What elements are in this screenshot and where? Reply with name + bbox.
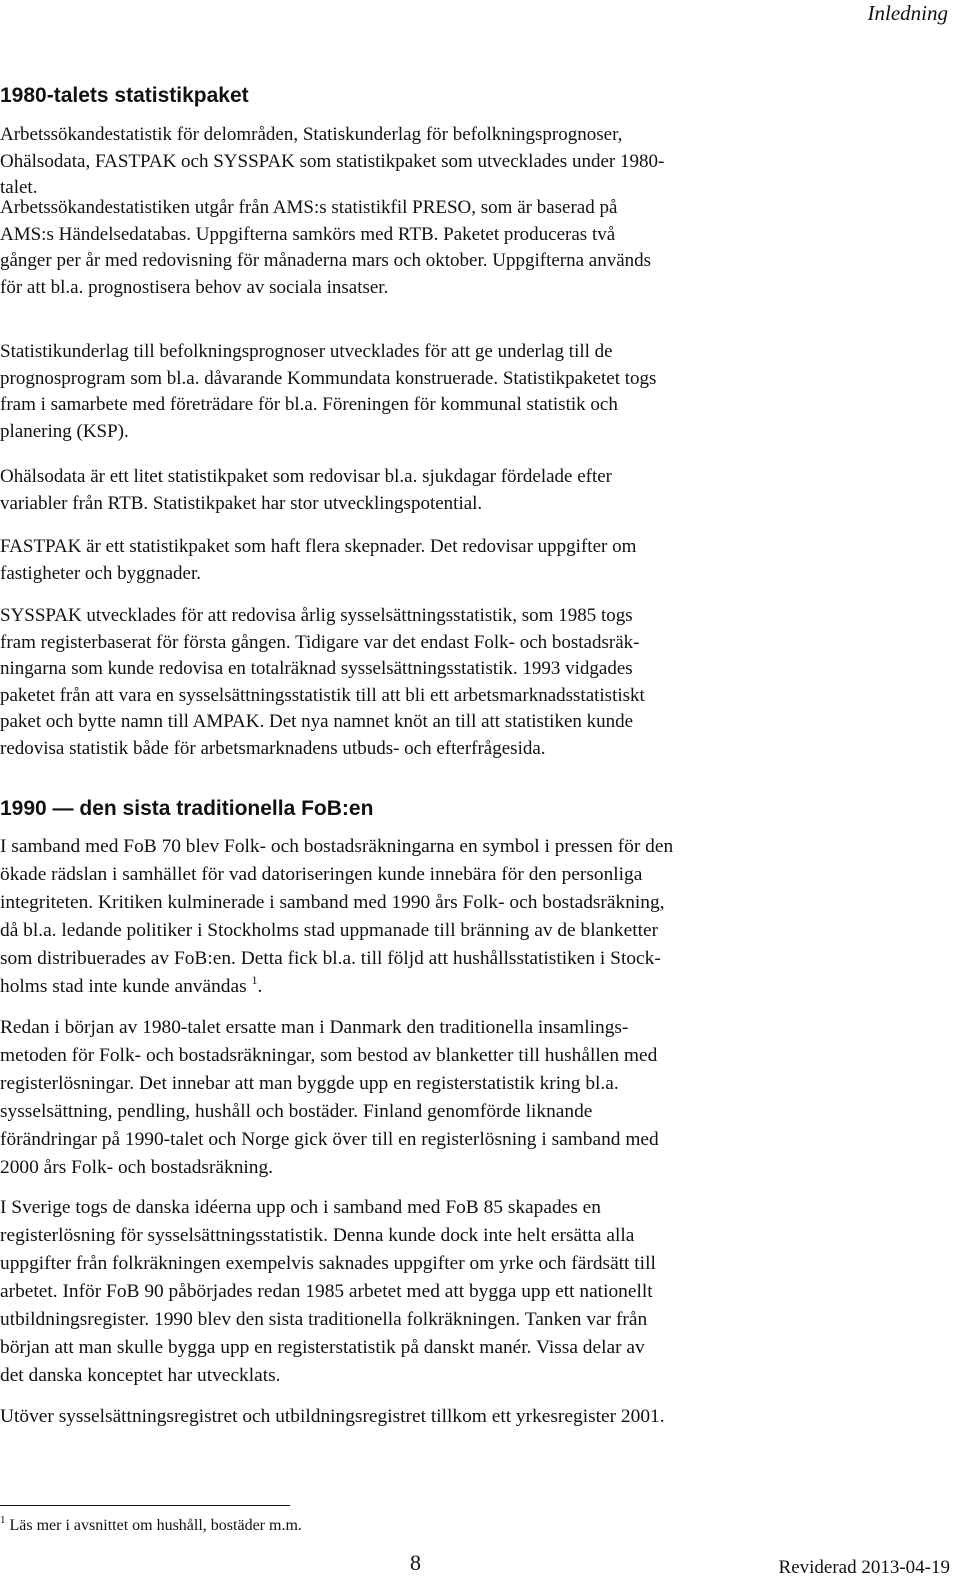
section-heading-1990: 1990 — den sista traditionella FoB:en [0,797,374,820]
text-line: arbetet. Inför FoB 90 påbörjades redan 1985 arbetet med att bygga upp ett nationellt [0,1281,653,1302]
running-header-title: Inledning [867,1,948,25]
text-line: fastigheter och byggnader. [0,562,202,584]
paragraph-danmark [0,1014,659,1182]
footnote-text: Läs mer i avsnittet om hushåll, bostäder m.m. [5,1517,302,1534]
footnote-reference[interactable]: 1 [251,973,258,987]
text-line: prognosprogram som bl.a. dåvarande Kommundata konstruerade. Statistikpaketet togs [0,367,657,389]
text-line: Ohälsodata är ett litet statistikpaket som redovisar bl.a. sjukdagar fördelade efter [0,466,613,487]
text-line: ningarna som kunde redovisa en totalräknad sysselsättningsstatistik. 1993 vidgades [0,658,633,679]
page-number: 8 [410,1550,421,1575]
footnote [0,1515,302,1537]
revision-date: Reviderad 2013-04-19 [778,1557,950,1578]
text-line: fram i samarbete med företrädare för bl.a. Föreningen för kommunal statistik och [0,394,618,415]
paragraph-befolkningsprognoser [0,339,656,445]
text-line: uppgifter från folkräkningen exempelvis saknades uppgifter om yrke och färdsätt till [0,1253,656,1274]
text-line: registerlösning för sysselsättningsstatistik. Denna kunde dock inte helt ersätta alla [0,1225,635,1246]
text-line: SYSSPAK utvecklades för att redovisa årlig sysselsättningsstatistik, som 1985 togs [0,605,633,626]
text-line: Utöver sysselsättningsregistret och utbildningsregistret tillkom ett yrkesregister 2001. [0,1406,665,1427]
text-line: FASTPAK är ett statistikpaket som haft flera skepnader. Det redovisar uppgifter om [0,536,637,557]
text-line: början att man skulle bygga upp en registerstatistik på danskt manér. Vissa delar av [0,1337,645,1358]
text-line: som distribuerades av FoB:en. Detta fick bl.a. till följd att hushållsstatistiken i Stock- [0,948,661,969]
paragraph-sverige [0,1194,656,1390]
text-line: Ohälsodata, FASTPAK och SYSSPAK som statistikpaket som utvecklades under 1980- [0,150,665,172]
text-line: ökade rädslan i samhället för vad datoriseringen kunde innebära för den personliga [0,864,643,885]
text-segment: holms stad inte kunde användas [0,976,252,997]
text-line: fram registerbaserat för första gången. Tidigare var det endast Folk- och bostadsräk- [0,631,640,653]
paragraph-arbetssokande [0,195,651,301]
text-line: för att bl.a. prognostisera behov av sociala insatser. [0,276,389,298]
paragraph-yrkesregister [0,1403,665,1431]
paragraph-fastpak [0,534,636,587]
text-line: planering (KSP). [0,420,129,442]
text-line: gånger per år med redovisning för månaderna mars och oktober. Uppgifterna används [0,250,652,271]
footnote-number: 1 [0,1514,6,1526]
text-line: sysselsättning, pendling, hushåll och bostäder. Finland genomförde liknande [0,1101,593,1122]
text-line: I Sverige togs de danska idéerna upp och i samband med FoB 85 skapades en [0,1197,601,1218]
text-segment: . [257,976,263,997]
text-line: Statistikunderlag till befolkningsprognoser utvecklades för att ge underlag till de [0,341,613,362]
text-line: metoden för Folk- och bostadsräkningar, som bestod av blanketter till hushållen med [0,1045,658,1066]
text-line: variabler från RTB. Statistikpaket har stor utvecklingspotential. [0,492,483,514]
paragraph-ohalsodata [0,464,612,517]
paragraph-intro [0,122,664,202]
text-line: 2000 års Folk- och bostadsräkning. [0,1157,274,1178]
paragraph-fob70 [0,833,673,1001]
footnote-divider [0,1505,290,1506]
text-line: I samband med FoB 70 blev Folk- och bostadsräkningarna en symbol i pressen för den [0,836,674,857]
text-line: redovisa statistik både för arbetsmarknadens utbuds- och efterfrågesida. [0,737,546,759]
section-heading-1980: 1980-talets statistikpaket [0,84,249,107]
text-line: paket och bytte namn till AMPAK. Det nya namnet knöt an till att statistiken kunde [0,711,634,732]
text-line: Arbetssökandestatistik för delområden, Statiskunderlag för befolkningsprognoser, [0,124,623,145]
text-line: det danska konceptet har utvecklats. [0,1365,281,1386]
text-line: Redan i början av 1980-talet ersatte man i Danmark den traditionella insamlings- [0,1017,629,1038]
text-line: talet. [0,177,38,198]
text-line-with-footnote [0,973,673,1001]
text-line: registerlösningar. Det innebar att man byggde upp en registerstatistik kring bl.a. [0,1073,619,1094]
text-line: Arbetssökandestatistiken utgår från AMS:s statistikfil PRESO, som är baserad på [0,197,618,218]
text-line: utbildningsregister. 1990 blev den sista traditionella folkräkningen. Tanken var från [0,1309,648,1330]
text-line: då bl.a. ledande politiker i Stockholms stad uppmanade till bränning av de blanketter [0,920,659,941]
text-line: AMS:s Händelsedatabas. Uppgifterna samkörs med RTB. Paketet produceras två [0,223,616,245]
paragraph-sysspak [0,603,645,762]
text-line: integriteten. Kritiken kulminerade i samband med 1990 års Folk- och bostadsräkning, [0,892,665,913]
text-line: förändringar på 1990-talet och Norge gick över till en registerlösning i samband med [0,1129,659,1150]
text-line: paketet från att vara en sysselsättningsstatistik till att bli ett arbetsmarknadsstatistiskt [0,684,645,706]
